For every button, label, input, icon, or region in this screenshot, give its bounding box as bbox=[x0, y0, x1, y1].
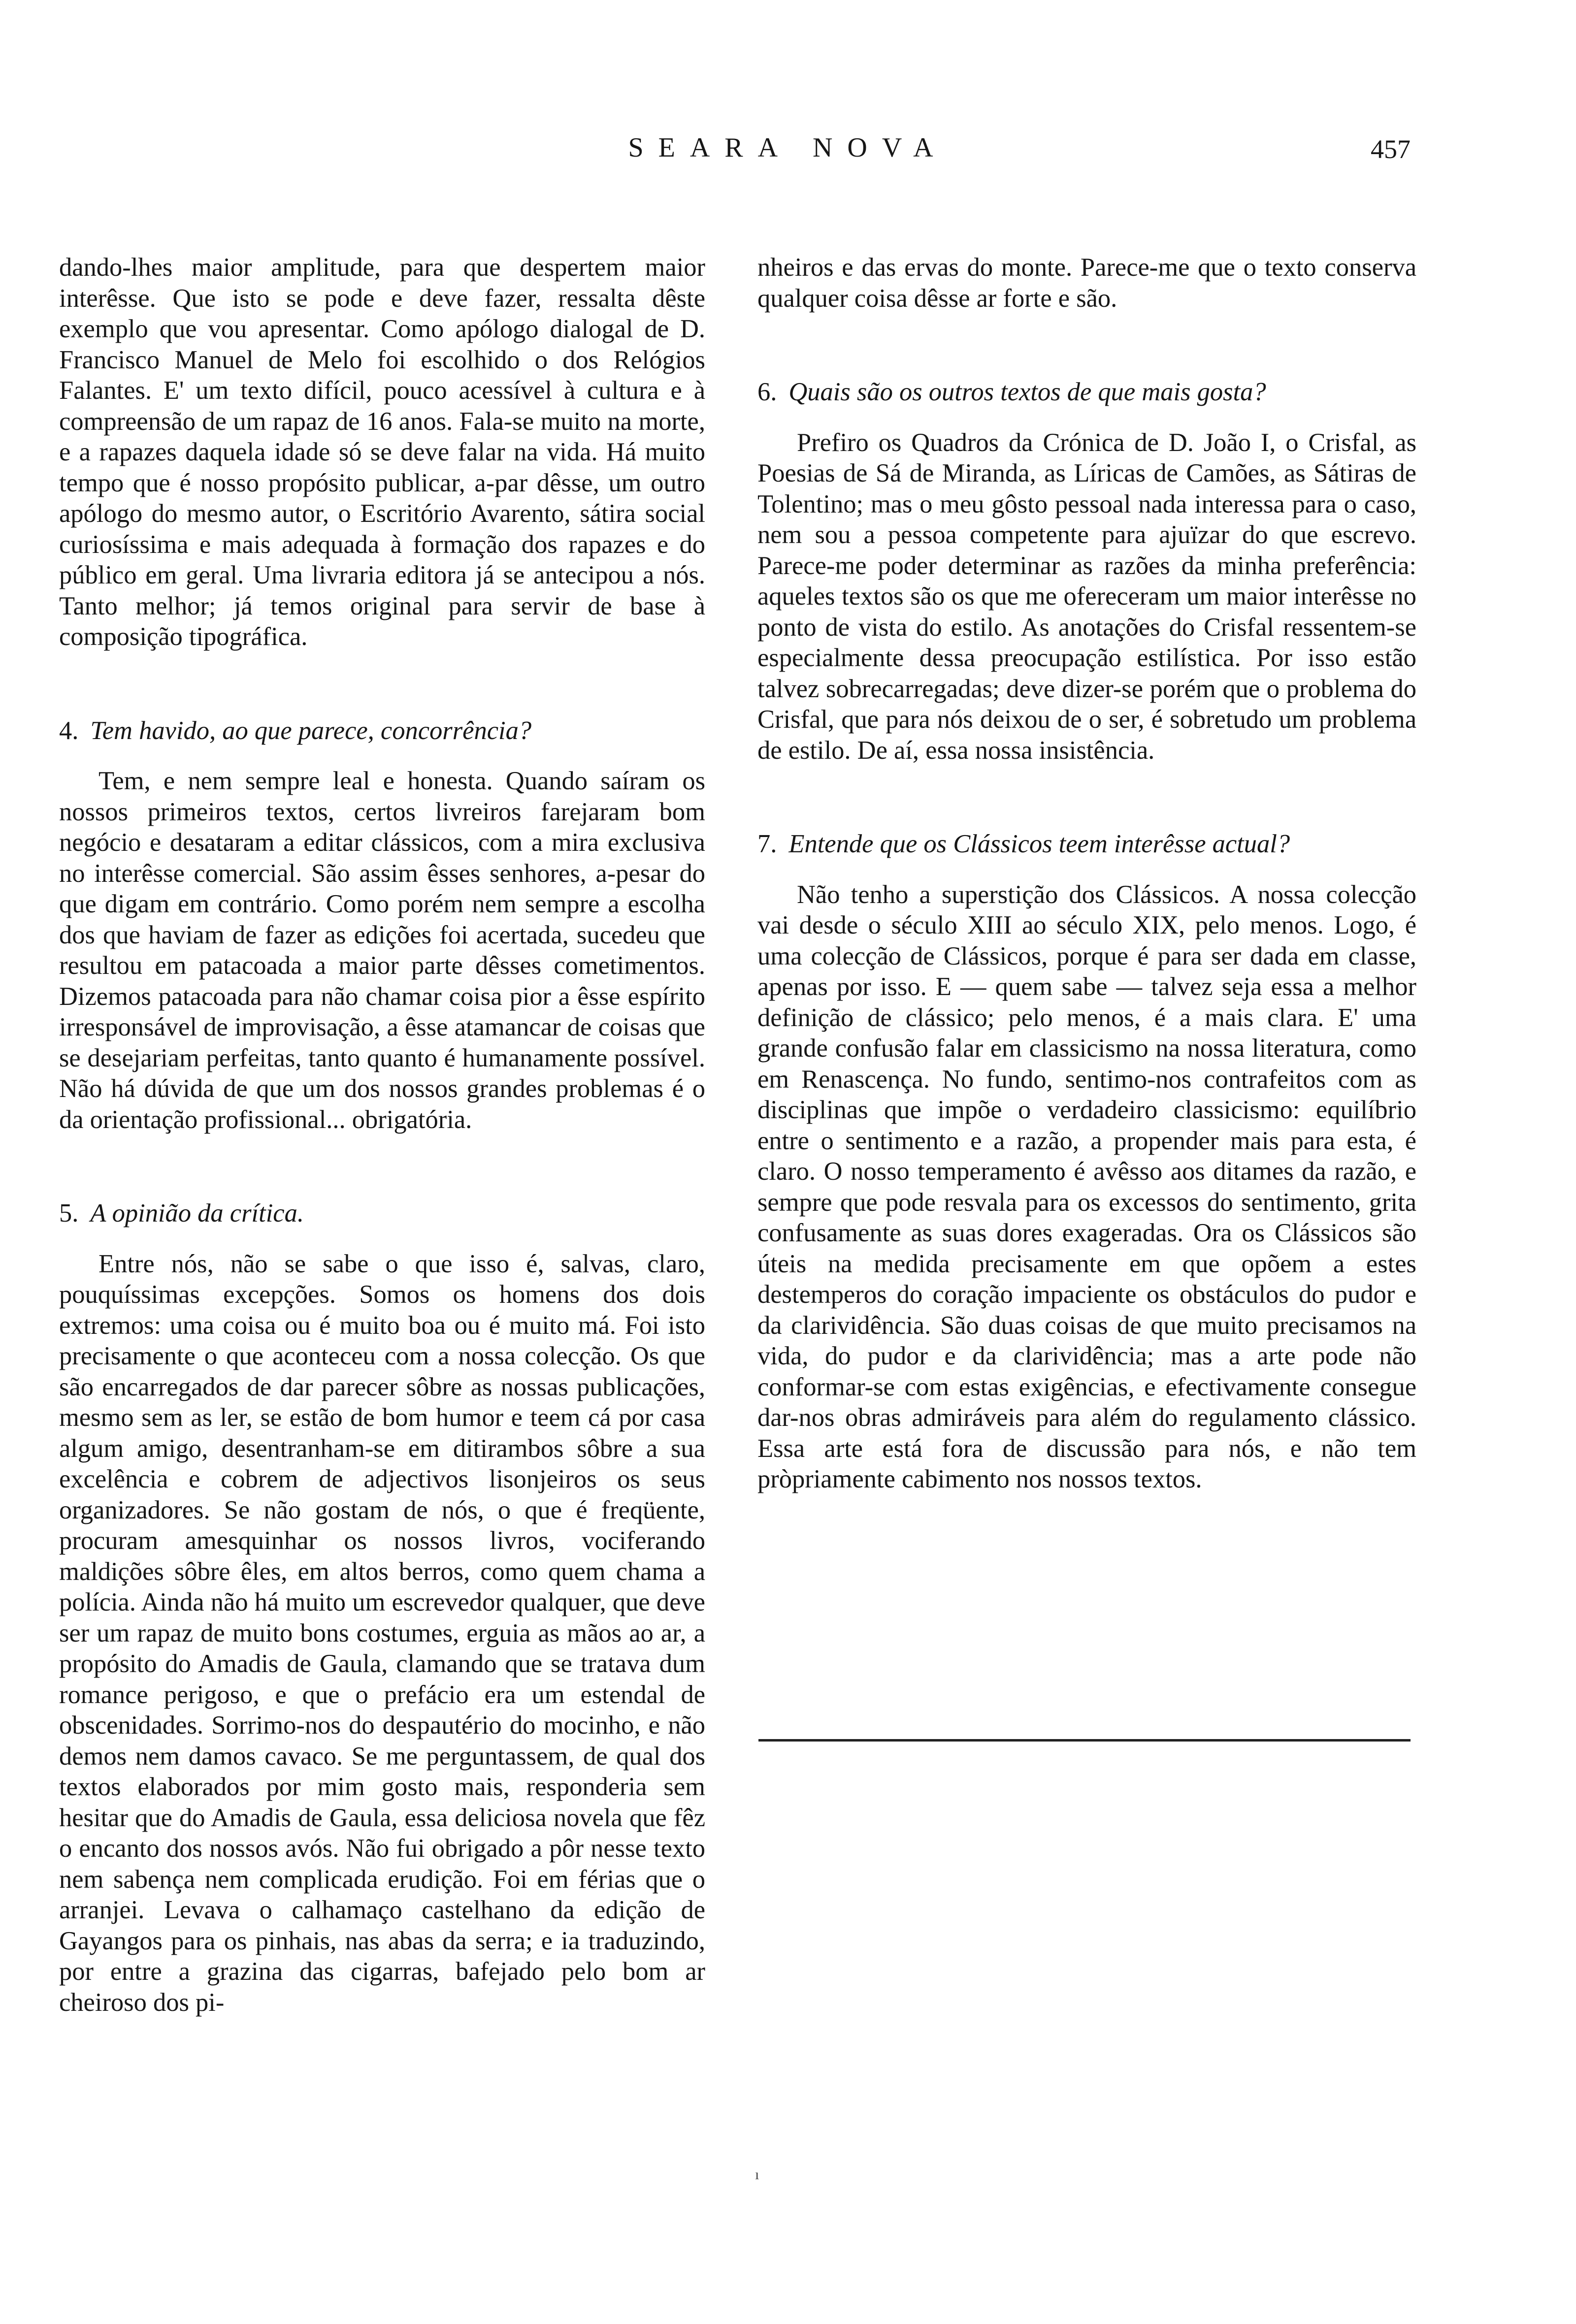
question-text: Tem havido, ao que parece, concorrência? bbox=[90, 716, 532, 745]
question-4-heading bbox=[59, 715, 705, 746]
question-text: Entende que os Clássicos teem interêsse actual? bbox=[788, 830, 1290, 858]
question-text: A opinião da crítica. bbox=[90, 1199, 304, 1227]
question-number: 5. bbox=[59, 1199, 79, 1227]
page-number: 457 bbox=[1371, 134, 1411, 164]
paragraph-continuation: dando-lhes maior amplitude, para que despertem maior interêsse. Que isto se pode e deve fazer, ressalta dêste exemplo que vou apresentar. Como apólogo dialogal de D. Francisco Manuel de Melo foi escolhido o dos Relógios Falantes. E' um texto difícil, pouco acessível à cultura e à compreensão de um rapaz de 16 anos. Fala-se muito na morte, e a rapazes daquela idade só se deve falar na vida. Há muito tempo que é nosso propósito publicar, a-par dêsse, um outro apólogo do mesmo autor, o Escritório Avarento, sátira social curiosíssima e mais adequada à formação dos rapazes e do público em geral. Uma livraria editora já se antecipou a nós. Tanto melhor; já temos original para servir de base à composição tipográfica. bbox=[59, 253, 705, 651]
page-header bbox=[0, 132, 1576, 176]
answer-7: Não tenho a superstição dos Clássicos. A nossa colecção vai desde o século XIII ao século XIX, pelo menos. Logo, é uma colecção de Clássicos, porque é para ser dada em classe, apenas por isso. E — quem sabe — talvez seja essa a melhor definição de clássico; pelo menos, é a mais clara. E' uma grande confusão falar em classicismo na nossa literatura, como em Renascença. No fundo, sentimo-nos contrafeitos com as disciplinas que impõe o verdadeiro classicismo: equilíbrio entre o sentimento e a razão, a propender mais para esta, é claro. O nosso temperamento é avêsso aos ditames da razão, e sempre que pode resvala para os excessos do sentimento, grita confusamente as suas dores exageradas. Ora os Clássicos são úteis na medida precisamente em que opõem a estes destemperos do coração impaciente os obstáculos do pudor e da clarividência. São duas coisas de que muito precisamos na vida, do pudor e da clarividência; mas a arte pode não conformar-se com estas exigências, e efectivamente consegue dar-nos obras admiráveis para além do regulamento clássico. Essa arte está fora de discussão para nós, e não tem pròpriamente cabimento nos nossos textos. bbox=[757, 880, 1416, 1493]
print-mark: ı bbox=[755, 2166, 759, 2183]
question-text: Quais são os outros textos de que mais gosta? bbox=[788, 378, 1266, 406]
answer-5: Entre nós, não se sabe o que isso é, salvas, claro, pouquíssimas excepções. Somos os homens dos dois extremos: uma coisa ou é muito boa ou é muito má. Foi isto precisamente o que aconteceu com a nossa colecção. Os que são encarregados de dar parecer sôbre as nossas publicações, mesmo sem as ler, se estão de bom humor e teem cá por casa algum amigo, desentranham-se em ditirambos sôbre a sua excelência e cobrem de adjectivos lisonjeiros os seus organizadores. Se não gostam de nós, o que é freqüente, procuram amesquinhar os nossos livros, vociferando maldições sôbre êles, em altos berros, como quem chama a polícia. Ainda não há muito um escrevedor qualquer, que deve ser um rapaz de muito bons costumes, erguia as mãos ao ar, a propósito do Amadis de Gaula, clamando que se tratava dum romance perigoso, e que o prefácio era um estendal de obscenidades. Sorrimo-nos do despautério do mocinho, e não demos nem damos cavaco. Se me perguntassem, de qual dos textos elaborados por mim gosto mais, responderia sem hesitar que do Amadis de Gaula, essa deliciosa novela que fêz o encanto dos nossos avós. Não fui obrigado a pôr nesse texto nem sabença nem complicada erudição. Foi em férias que o arranjei. Levava o calhamaço castelhano da edição de Gayangos para os pinhais, nas abas da serra; e ia traduzindo, por entre a grazina das cigarras, bafejado pelo bom ar cheiroso dos pi- bbox=[59, 1249, 705, 2017]
question-number: 6. bbox=[757, 378, 777, 406]
question-number: 4. bbox=[59, 716, 79, 745]
answer-4: Tem, e nem sempre leal e honesta. Quando saíram os nossos primeiros textos, certos livreiros farejaram bom negócio e desataram a editar clássicos, com a mira exclusiva no interêsse comercial. São assim êsses senhores, a-pesar do que digam em contrário. Como porém nem sempre a escolha dos que haviam de fazer as edições foi acertada, sucedeu que resultou em patacoada a maior parte dêsses cometimentos. Dizemos patacoada para não chamar coisa pior a êsse espírito irresponsável de improvisação, a êsse atamancar de coisas que se desejariam perfeitas, tanto quanto é humanamente possível. Não há dúvida de que um dos nossos grandes problemas é o da orientação profissional... obrigatória. bbox=[59, 767, 705, 1134]
right-column bbox=[757, 252, 1416, 1495]
question-number: 7. bbox=[757, 830, 777, 858]
end-rule bbox=[758, 1739, 1411, 1742]
answer-6: Prefiro os Quadros da Crónica de D. João I, o Crisfal, as Poesias de Sá de Miranda, as Líricas de Camões, as Sátiras de Tolentino; mas o meu gôsto pessoal nada interessa para o caso, nem sou a pessoa competente para ajuïzar do que escrevo. Parece-me poder determinar as razões da minha preferência: aqueles textos são os que me ofereceram um maior interêsse no ponto de vista do estilo. As anotações do Crisfal ressentem-se especialmente dessa preocupação estilística. Por isso estão talvez sobrecarregadas; deve dizer-se porém que o problema do Crisfal, que para nós deixou de o ser, é sobretudo um problema de estilo. De aí, essa nossa insistência. bbox=[757, 428, 1416, 765]
running-title: SEARA NOVA bbox=[628, 132, 948, 163]
paragraph-continuation: nheiros e das ervas do monte. Parece-me que o texto conserva qualquer coisa dêsse ar forte e são. bbox=[757, 253, 1416, 313]
left-column bbox=[59, 252, 705, 2018]
question-7-heading bbox=[757, 829, 1416, 860]
question-5-heading bbox=[59, 1198, 705, 1229]
question-6-heading bbox=[757, 377, 1416, 408]
